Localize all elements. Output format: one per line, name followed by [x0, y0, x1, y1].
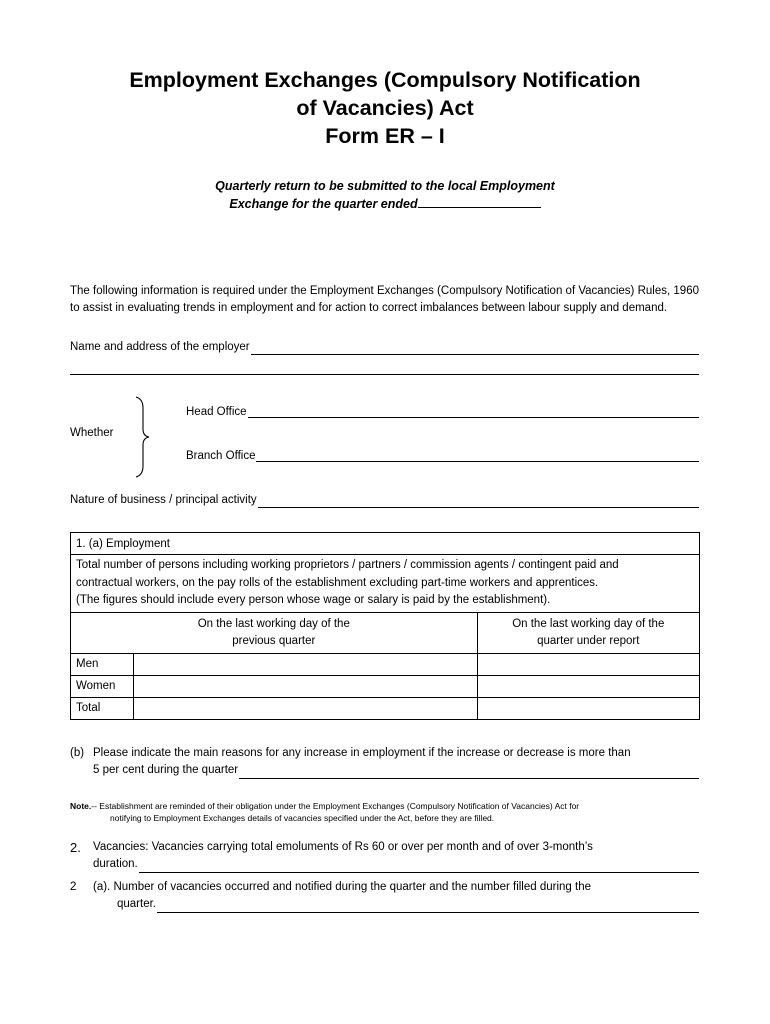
column-current-quarter — [477, 612, 699, 653]
branch-office-field[interactable] — [256, 449, 699, 462]
employment-description — [71, 555, 700, 613]
brace-icon — [134, 396, 154, 478]
women-previous-cell[interactable] — [134, 675, 478, 697]
vacancies-a-line-2 — [117, 896, 699, 913]
title-line-2: of Vacancies) Act — [296, 96, 474, 120]
head-office-label: Head Office — [186, 406, 247, 418]
section-b-line-2 — [93, 762, 699, 779]
section-b-label: (b) — [70, 747, 85, 759]
branch-office-label: Branch Office — [186, 450, 256, 462]
subtitle-line-1: Quarterly return to be submitted to the local Employment — [215, 179, 555, 193]
section-b-line-2-text: 5 per cent during the quarter — [93, 764, 239, 776]
vacancies-a-section — [70, 879, 699, 913]
employer-row — [70, 339, 699, 355]
men-previous-cell[interactable] — [134, 653, 478, 675]
vacancies-section — [70, 839, 699, 873]
column-previous-line-2: previous quarter — [232, 634, 316, 647]
subtitle-line-2-text: Exchange for the quarter ended — [229, 197, 418, 211]
whether-label: Whether — [70, 427, 114, 439]
employment-heading: 1. (a) Employment — [71, 533, 700, 555]
total-current-cell[interactable] — [477, 697, 699, 719]
note-line-1: -- Establishment are reminded of their obligation under the Employment Exchanges (Compulsory Notification of Vacancies) Act for — [91, 801, 580, 811]
women-current-cell[interactable] — [477, 675, 699, 697]
note — [70, 800, 700, 824]
form-title — [0, 66, 770, 150]
vacancies-a-line-1 — [93, 879, 699, 896]
employment-description-line-2: contractual workers, on the pay rolls of the establishment excluding part-time workers and apprentices. — [76, 576, 599, 589]
row-label-women: Women — [71, 675, 134, 697]
section-b — [70, 745, 699, 779]
title-line-3: Form ER – I — [325, 124, 445, 148]
table-row — [71, 697, 700, 719]
vacancies-field[interactable] — [139, 860, 699, 873]
table-row — [71, 675, 700, 697]
note-line-2: notifying to Employment Exchanges details of vacancies specified under the Act, before they are filled. — [110, 813, 495, 823]
vacancies-a-line-2-text: quarter. — [117, 898, 156, 910]
quarter-ended-field[interactable] — [418, 195, 541, 208]
intro-paragraph: The following information is required under the Employment Exchanges (Compulsory Notification of Vacancies) Rules, 1960 to assist in evaluating trends in employment and for action to correct imbalances between labour supply and demand. — [70, 285, 699, 314]
nature-field[interactable] — [258, 495, 699, 508]
employer-field[interactable] — [251, 342, 699, 355]
row-label-men: Men — [71, 653, 134, 675]
employer-field-line-2[interactable] — [70, 374, 699, 375]
vacancies-line-1: Vacancies: Vacancies carrying total emoluments of Rs 60 or over per month and of over 3-month’s — [93, 841, 593, 853]
vacancies-number: 2. — [70, 840, 81, 855]
column-previous-quarter — [71, 612, 478, 653]
row-label-total: Total — [71, 697, 134, 719]
head-office-row — [186, 405, 699, 418]
employment-description-line-1: Total number of persons including working proprietors / partners / commission agents / contingent paid and — [76, 559, 619, 571]
vacancies-a-field[interactable] — [157, 900, 699, 913]
vacancies-a-line-1-text: Number of vacancies occurred and notified during the quarter and the number filled during the — [113, 881, 591, 893]
men-current-cell[interactable] — [477, 653, 699, 675]
vacancies-line-2 — [93, 856, 699, 873]
vacancies-line-2-text: duration. — [93, 858, 138, 870]
employment-description-line-3: (The figures should include every person whose wage or salary is paid by the establishment). — [76, 594, 551, 606]
note-label: Note. — [70, 801, 92, 811]
nature-row — [70, 492, 699, 508]
title-line-1: Employment Exchanges (Compulsory Notification — [129, 68, 641, 92]
total-previous-cell[interactable] — [134, 697, 478, 719]
table-row — [71, 653, 700, 675]
branch-office-row — [186, 449, 699, 462]
vacancies-a-number: 2 — [70, 881, 77, 893]
subtitle-line-2 — [0, 195, 770, 213]
section-b-line-1: Please indicate the main reasons for any increase in employment if the increase or decrease is more than — [93, 747, 631, 759]
head-office-field[interactable] — [248, 405, 699, 418]
column-current-line-2: quarter under report — [537, 634, 640, 647]
increase-reasons-field[interactable] — [239, 766, 699, 779]
employment-table — [70, 532, 700, 720]
nature-label: Nature of business / principal activity — [70, 494, 257, 506]
employer-label: Name and address of the employer — [70, 341, 250, 353]
form-subtitle — [0, 178, 770, 213]
column-previous-line-1: On the last working day of the — [197, 617, 350, 630]
vacancies-a-label: (a). — [93, 881, 111, 893]
column-current-line-1: On the last working day of the — [512, 617, 665, 630]
